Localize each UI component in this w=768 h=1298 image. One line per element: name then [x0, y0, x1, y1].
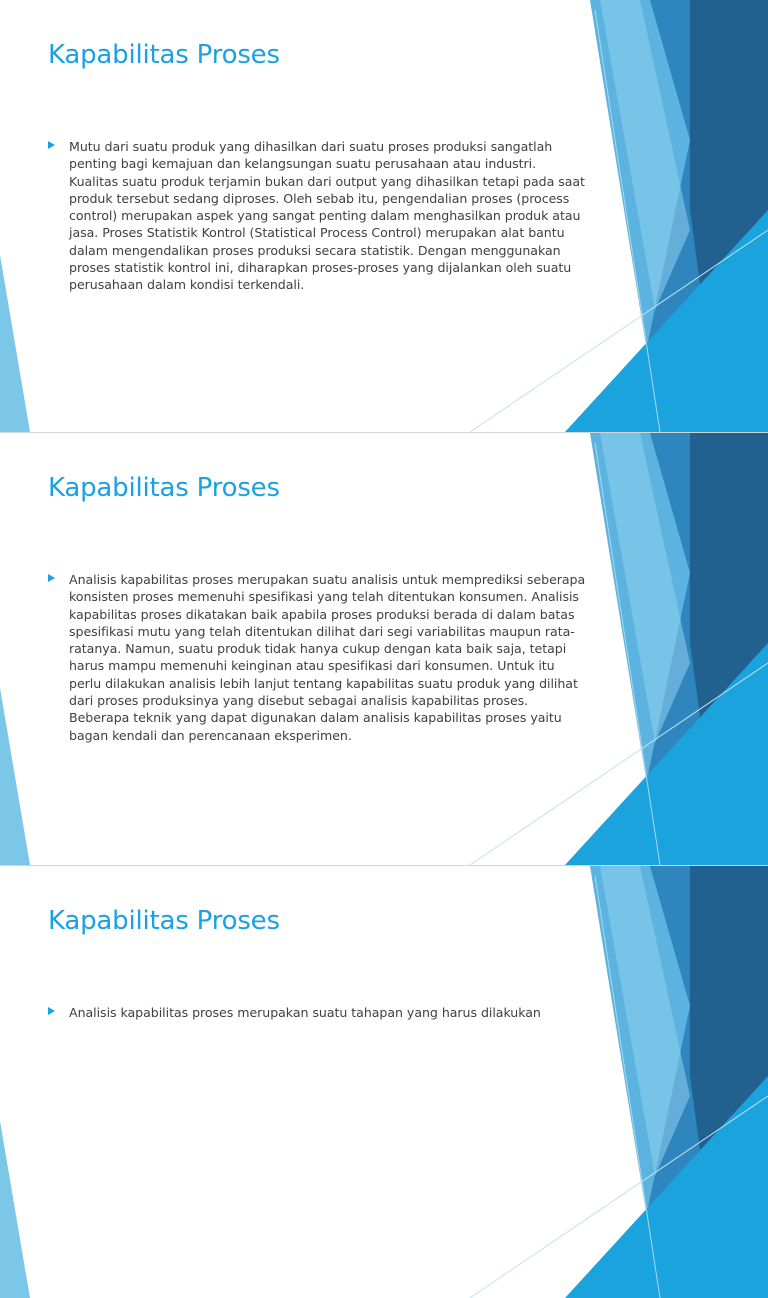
left-triangle-shape — [0, 688, 30, 865]
slide-title: Kapabilitas Proses — [48, 40, 280, 70]
bullet-arrow-icon — [48, 1007, 55, 1015]
bullet-text: Analisis kapabilitas proses merupakan suatu analisis untuk memprediksi seberapa konsisten proses memenuhi spesifikasi yang telah ditentukan konsumen. Analisis kapabilitas proses dikatakan baik apabila proses produksi berada di dalam batas spesifikasi mutu yang telah ditentukan dilihat dari segi variabilitas maupun rata-ratanya. Namun, suatu produk tidak hanya cukup dengan kata baik saja, tetapi harus mampu memenuhi keinginan atau spesifikasi dari konsumen. Untuk itu perlu dilakukan analisis lebih lanjut tentang kapabilitas suatu produk yang dilihat dari proses produksinya yang disebut sebagai analisis kapabilitas proses. Beberapa teknik yang dapat digunakan dalam analisis kapabilitas proses yaitu bagan kendali dan perencanaan eksperimen. — [69, 572, 586, 743]
bullet-arrow-icon — [48, 574, 55, 582]
bullet-arrow-icon — [48, 141, 55, 149]
bullet-item — [48, 138, 588, 294]
bullet-item — [48, 571, 588, 744]
left-triangle-shape — [0, 1121, 30, 1298]
bullet-text: Analisis kapabilitas proses merupakan suatu tahapan yang harus dilakukan — [69, 1005, 541, 1020]
slide-title: Kapabilitas Proses — [48, 906, 280, 936]
slide-2 — [0, 433, 768, 865]
bullet-item — [48, 1004, 588, 1021]
left-triangle-shape — [0, 255, 30, 432]
slide-title: Kapabilitas Proses — [48, 473, 280, 503]
bullet-text: Mutu dari suatu produk yang dihasilkan dari suatu proses produksi sangatlah penting bagi kemajuan dan kelangsungan suatu perusahaan atau industri. Kualitas suatu produk terjamin bukan dari output yang dihasilkan tetapi pada saat produk tersebut sedang diproses. Oleh sebab itu, pengendalian proses (process control) merupakan aspek yang sangat penting dalam menghasilkan produk atau jasa. Proses Statistik Kontrol (Statistical Process Control) merupakan alat bantu dalam mengendalikan proses produksi secara statistik. Dengan menggunakan proses statistik kontrol ini, diharapkan proses-proses yang dijalankan oleh suatu perusahaan dalam kondisi terkendali. — [69, 139, 585, 293]
slide-3 — [0, 866, 768, 1298]
slide-1 — [0, 0, 768, 432]
